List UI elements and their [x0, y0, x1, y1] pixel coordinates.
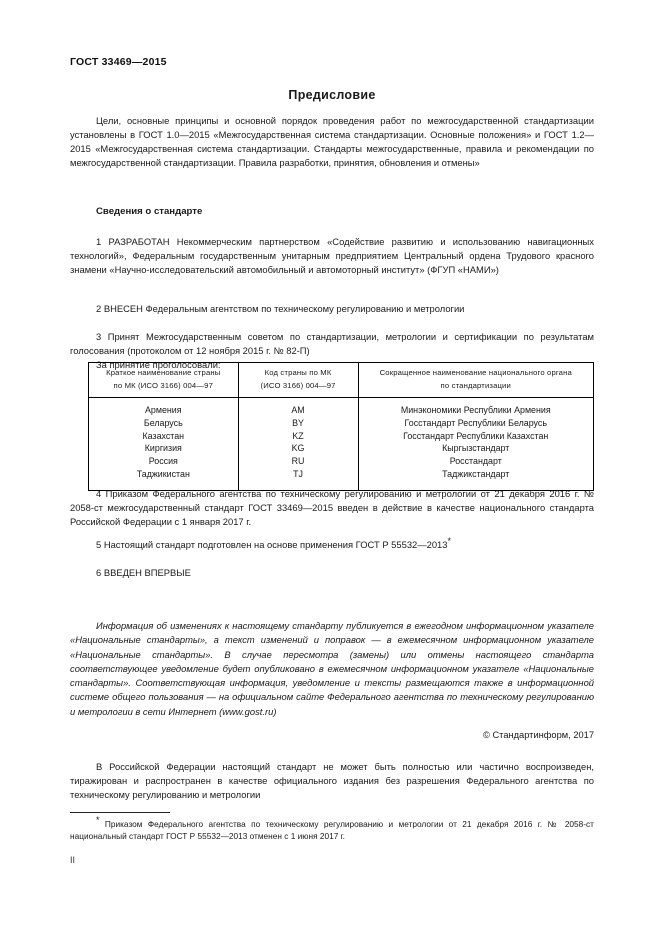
column-header-country-line2: по МК (ИСО 3166) 004—97: [113, 380, 214, 390]
table-row: [89, 398, 594, 417]
standard-info-item-6: [70, 566, 594, 580]
intro-paragraph: Цели, основные принципы и основной порядок проведения работ по межгосударственной стандартизации установлены в ГОСТ 1.0—2015 «Межгосударственная система стандартизации. Основные положения» и ГОСТ 1.2—2015 «Межгосударственная система стандартизации. Стандарты межгосударственные, правила и рекомендации по межгосударственной стандартизации. Правила разработки, принятия, обновления и отмены»: [70, 115, 594, 169]
standard-info-item-4: [70, 487, 594, 529]
cell-code: RU: [238, 455, 358, 468]
standard-info-item-5-text: 5 Настоящий стандарт подготовлен на основе применения ГОСТ Р 55532—2013: [96, 539, 448, 550]
page-folio: II: [70, 855, 76, 865]
table-row: [89, 417, 594, 430]
standard-info-item-2-text: 2 ВНЕСЕН Федеральным агентством по техническому регулированию и метрологии: [96, 303, 465, 314]
cell-country: Таджикистан: [89, 468, 239, 490]
cell-body: Росстандарт: [358, 455, 594, 468]
column-header-body: [358, 363, 594, 398]
column-header-code: [238, 363, 358, 398]
reproduction-notice-text: В Российской Федерации настоящий стандарт не может быть полностью или частично воспроизведен, тиражирован и распространен в качестве официального издания без разрешения Федерального агентства по техническому регулированию и метрологии: [70, 761, 594, 801]
reproduction-notice: [70, 760, 594, 802]
column-header-code-line2: (ИСО 3166) 004—97: [260, 380, 336, 390]
column-header-country: [89, 363, 239, 398]
cell-code: BY: [238, 417, 358, 430]
cell-body: Кыргызстандарт: [358, 442, 594, 455]
standard-info-item-1: [70, 235, 594, 277]
footnote-marker-ref: *: [447, 535, 451, 546]
footnote: [70, 815, 594, 842]
standard-info-item-3-text: 3 Принят Межгосударственным советом по стандартизации, метрологии и сертификации по результатам голосования (протоколом от 12 ноября 2015 г. № 82-П): [70, 331, 594, 357]
vote-table-body: [89, 398, 594, 491]
standard-info-heading: Сведения о стандарте: [96, 206, 203, 217]
cell-country: Армения: [89, 398, 239, 417]
vote-table: [88, 362, 594, 491]
cell-body: Госстандарт Республики Казахстан: [358, 430, 594, 443]
cell-country: Киргизия: [89, 442, 239, 455]
cell-body: Минэкономики Республики Армения: [358, 398, 594, 417]
amendments-notice-text: Информация об изменениях к настоящему стандарту публикуется в ежегодном информационном указателе «Национальные стандарты», а текст изменений и поправок — в ежемесячном информационном указателе «Национальные стандарты». В случае пересмотра (замены) или отмены настоящего стандарта соответствующее уведомление будет опубликовано в ежемесячном информационном указателе «Национальные стандарты». Соответствующая информация, уведомление и тексты размещаются также в информационной системе общего пользования — на официальном сайте Федерального агентства по техническому регулированию и метрологии в сети Интернет (www.gost.ru): [70, 620, 594, 717]
standard-info-item-1-text: 1 РАЗРАБОТАН Некоммерческим партнерством «Содействие развитию и использованию навигационных технологий», Федеральным государственным унитарным предприятием Центральный ордена Трудового красного знамени «Научно-исследовательский автомобильный и автомоторный институт» (ФГУП «НАМИ»): [70, 236, 594, 276]
column-header-body-line2: по стандартизации: [440, 380, 511, 390]
vote-intro-text: За принятие проголосовали:: [96, 359, 221, 371]
cell-code: TJ: [238, 468, 358, 490]
page-title: Предисловие: [288, 88, 376, 102]
copyright-line: © Стандартинформ, 2017: [483, 730, 594, 740]
standard-info-item-4-text: 4 Приказом Федерального агентства по техническому регулированию и метрологии от 21 декабря 2016 г. № 2058-ст межгосударственный стандарт ГОСТ 33469—2015 введен в действие в качестве национального стандарта Российской Федерации с 1 января 2017 г.: [70, 488, 594, 528]
standard-info-heading-wrap: [70, 206, 594, 217]
vote-table-header: [89, 363, 594, 398]
cell-code: AM: [238, 398, 358, 417]
amendments-notice: [70, 619, 594, 719]
standard-info-item-5: [70, 535, 594, 552]
column-header-code-line1: Код страны по МК: [264, 368, 332, 377]
footnote-text: Приказом Федерального агентства по техническому регулированию и метрологии от 21 декабря 2016 г. № 2058-ст национальный стандарт ГОСТ Р 55532—2013 отменен с 1 июня 2017 г.: [70, 819, 594, 842]
standard-info-item-2: [70, 302, 594, 316]
intro-section: [70, 114, 594, 170]
table-row: [89, 430, 594, 443]
cell-country: Россия: [89, 455, 239, 468]
cell-code: KG: [238, 442, 358, 455]
cell-code: KZ: [238, 430, 358, 443]
cell-country: Казахстан: [89, 430, 239, 443]
table-row: [89, 442, 594, 455]
footnote-separator: [70, 812, 170, 813]
cell-body: Таджикстандарт: [358, 468, 594, 490]
cell-country: Беларусь: [89, 417, 239, 430]
column-header-country-line1: Краткое наименование страны: [106, 368, 221, 377]
cell-body: Госстандарт Республики Беларусь: [358, 417, 594, 430]
running-head: ГОСТ 33469—2015: [70, 56, 167, 68]
table-row: [89, 455, 594, 468]
standard-info-item-6-text: 6 ВВЕДЕН ВПЕРВЫЕ: [96, 567, 191, 578]
table-header-row: [89, 363, 594, 398]
column-header-body-line1: Сокращенное наименование национального органа: [379, 368, 572, 377]
footnote-marker: *: [96, 815, 100, 826]
